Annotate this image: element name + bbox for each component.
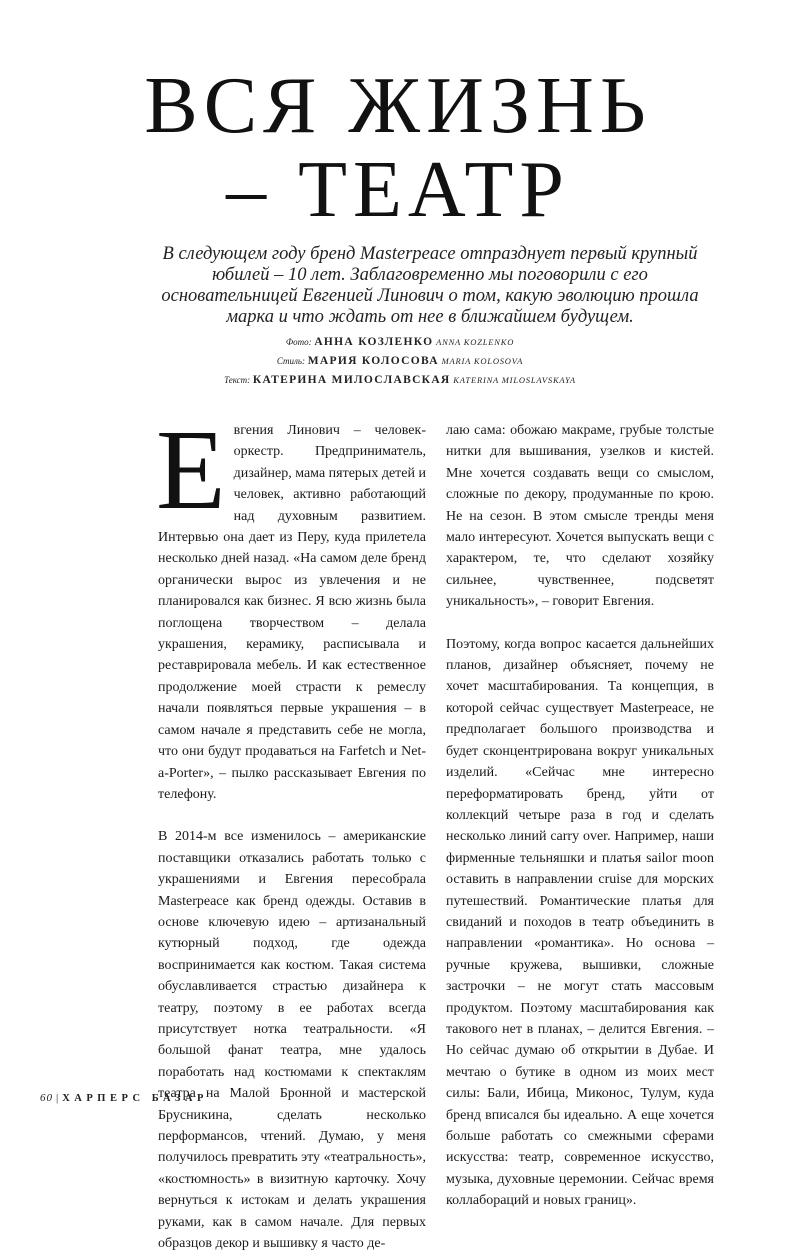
article-lead: В следующем году бренд Masterpeace отпразднует первый крупный юбилей – 10 лет. Заблаговременно мы поговорили с его основательницей Евгенией Линович о том, какую эволюцию прошла марка и что ждать от нее в ближайшем будущем. xyxy=(161,244,699,327)
credit-latin-name: KATERINA MILOSLAVSKAYA xyxy=(453,375,576,385)
footer-separator: | xyxy=(56,1092,60,1104)
article-title-line-1: ВСЯ ЖИЗНЬ xyxy=(144,62,652,150)
body-paragraph-text: вгения Линович – человек-оркестр. Предприниматель, дизайнер, мама пятерых детей и человек, активно работающий над духовным развитием. Интервью она дает из Перу, куда прилетела несколько дней назад. «На самом деле бренд органически вырос из увлечения и не планировался как бизнес. Я всю жизнь была поглощена творчеством – делала украшения, керамику, расписывала и реставрировала мебель. И как естественное продолжение моей страсти к ремеслу начали появляться первые украшения – в самом начале я представить себе не могла, что они будут продаваться на Farfetch и Net-a-Porter», – пылко рассказывает Евгения по телефону. xyxy=(158,423,426,802)
credit-latin-name: ANNA KOZLENKO xyxy=(436,337,515,347)
body-column-left xyxy=(156,406,426,1254)
credit-style xyxy=(150,352,650,371)
credit-text xyxy=(150,371,650,390)
credit-name: МАРИЯ КОЛОСОВА xyxy=(307,355,439,367)
page-number: 60 xyxy=(40,1092,53,1104)
body-paragraph xyxy=(156,406,426,805)
credit-name: АННА КОЗЛЕНКО xyxy=(314,336,434,348)
body-column-right xyxy=(446,420,714,1212)
article-title-line-2: – ТЕАТР xyxy=(226,146,570,234)
credit-role: Фото: xyxy=(285,337,312,347)
credit-role: Текст: xyxy=(224,375,251,385)
page-footer xyxy=(40,1092,208,1104)
article-title xyxy=(0,64,796,232)
credit-photo xyxy=(150,333,650,352)
credit-name: КАТЕРИНА МИЛОСЛАВСКАЯ xyxy=(252,374,451,386)
body-paragraph: лаю сама: обожаю макраме, грубые толстые нитки для вышивания, узелков и кистей. Мне хочется создавать вещи со смыслом, сложные по декору, продуманные по крою. Не на сезон. В этом смысле тренды меня мало интересуют. Хочется выпускать вещи с характером, те, что сделают хозяйку сильнее, чувственнее, подсветят уникальность», – говорит Евгения. xyxy=(446,423,714,610)
credits-block xyxy=(150,333,650,390)
magazine-name: ХАРПЕРС БАЗАР xyxy=(62,1093,208,1104)
credit-role: Стиль: xyxy=(276,356,306,366)
body-paragraph: В 2014-м все изменилось – американские поставщики отказались работать только с украшениями и Евгения пересобрала Masterpeace как бренд одежды. Оставив в основе ключевую идею – артизанальный кутюрный подход, где одежда воспринимается как костюм. Такая система обуславливается страстью дизайнера к театру, поэтому в ее работах всегда присутствует нотка театральности. «Я большой фанат театра, мне удалось поработать над костюмами к спектаклям театра на Малой Бронной и мастерской Брусникина, сделать несколько перформансов, чтений. Думаю, у меня получилось превратить эту «театральность», «костюмность» в визитную карточку. Хочу вернуться к истокам и делать украшения руками, как в самом начале. Для первых образцов декор и вышивку я часто де- xyxy=(158,829,426,1252)
body-paragraph: Поэтому, когда вопрос касается дальнейших планов, дизайнер объясняет, почему не хочет масштабирования. Та концепция, в которой сейчас существует Masterpeace, не предполагает большого производства и будет сконцентрирована вокруг уникальных изделий. «Сейчас мне интересно переформатировать бренд, уйти от коллекций четыре раза в год и сделать несколько линий carry over. Например, наши фирменные тельняшки и платья sailor moon оставить в направлении cruise для морских путешествий. Романтические платья для свиданий и походов в театр объединить в направлении «романтика». Но основа – ручные кружева, вышивки, сложные застрочки – не могут стать массовым продуктом. Поэтому масштабирования как такового нет в планах, – делится Евгения. – Но сейчас думаю об открытии в Дубае. И мечтаю о бутике в одном из моих мест силы: Бали, Ибица, Миконос, Тулум, куда бренд вписался бы идеально. А еще хочется больше работать со смежными сферами искусства: театр, современное искусство, музыка, духовные церемонии. Сейчас время коллабораций и новых границ». xyxy=(446,636,714,1209)
drop-cap: Е xyxy=(156,406,226,533)
credit-latin-name: MARIA KOLOSOVA xyxy=(441,356,524,366)
